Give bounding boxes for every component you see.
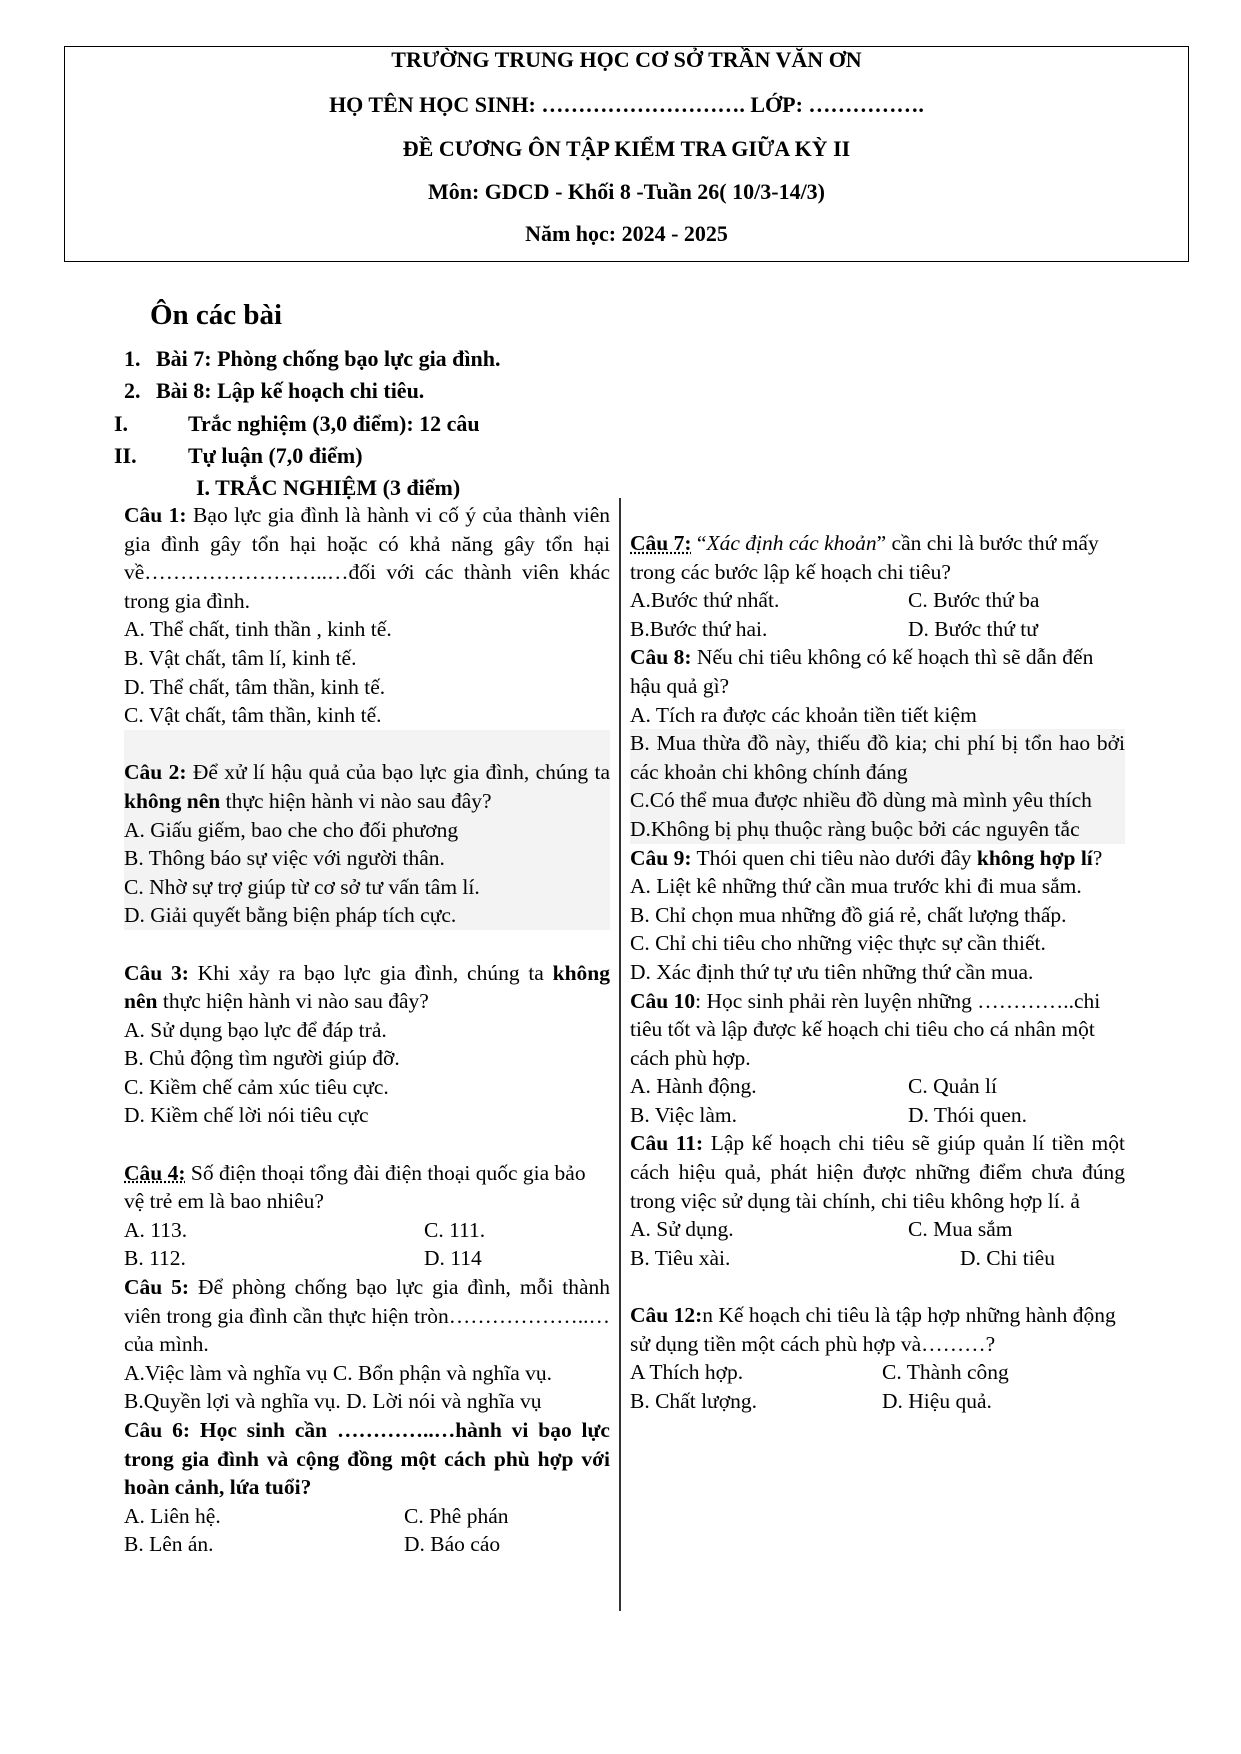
question-3	[124, 930, 610, 1130]
answer-option: A.Việc làm và nghĩa vụ C. Bổn phận và nghĩa vụ.	[124, 1360, 553, 1385]
question-label: Câu 12:	[630, 1303, 703, 1328]
subject-line: Môn: GDCD - Khối 8 -Tuần 26( 10/3-14/3)	[427, 179, 826, 204]
question-text: Câu 8: Nếu chi tiêu không có kế hoạch thì sẽ dẫn đến hậu quả gì?	[630, 645, 1094, 698]
answer-row	[124, 1530, 610, 1559]
answer-option: C. Chỉ chi tiêu cho những việc thực sự cần thiết.	[630, 931, 1046, 956]
school-year: Năm học: 2024 - 2025	[525, 221, 728, 246]
question-label: Câu 11:	[630, 1131, 704, 1156]
answer-option: A. Liên hệ.	[124, 1503, 221, 1528]
question-6	[124, 1416, 610, 1559]
answer-option: C. Nhờ sự trợ giúp từ cơ sở tư vấn tâm lí.	[124, 874, 480, 899]
answer-option: D. Bước thứ tư	[908, 616, 1038, 641]
question-text: Câu 7: “Xác định các khoản” cần chi là bước thứ mấy trong các bước lập kế hoạch chi tiêu?	[630, 531, 1099, 584]
answer-row	[124, 1244, 610, 1273]
answer-option: D. Giải quyết bằng biện pháp tích cực.	[124, 903, 457, 928]
question-text: Câu 10: Học sinh phải rèn luyện những …………..chi tiêu tốt và lập được kế hoạch chi tiêu cho cá nhân một cách phù hợp.	[630, 988, 1101, 1070]
answer-option: C. Phê phán	[404, 1503, 509, 1528]
question-label: Câu 4:	[124, 1160, 186, 1185]
answer-row	[630, 586, 1125, 615]
answer-option: A. 113.	[124, 1217, 188, 1242]
answer-option: C. Bước thứ ba	[908, 588, 1040, 613]
question-8	[630, 643, 1125, 843]
answer-row	[124, 1216, 610, 1245]
header-box	[64, 46, 1189, 262]
answer-row	[630, 1072, 1125, 1101]
answer-option: D. Báo cáo	[404, 1532, 501, 1557]
answer-option: B. Tiêu xài.	[630, 1245, 731, 1270]
answer-option: B.Bước thứ hai.	[630, 616, 768, 641]
question-11	[630, 1129, 1125, 1272]
left-column	[124, 501, 610, 1559]
answer-option: D. Xác định thứ tự ưu tiên những thứ cần mua.	[630, 959, 1034, 984]
section-title: I. TRẮC NGHIỆM (3 điểm)	[196, 475, 461, 500]
lesson-number: 2.	[124, 378, 141, 403]
answer-row	[630, 1387, 1125, 1416]
question-2	[124, 730, 610, 930]
answer-option: A. Sử dụng.	[630, 1217, 734, 1242]
answer-option: A. Liệt kê những thứ cần mua trước khi đi mua sắm.	[630, 874, 1082, 899]
answer-option: D. Thói quen.	[908, 1102, 1028, 1127]
part-number: II.	[114, 443, 137, 468]
answer-option: C. Mua sắm	[908, 1217, 1013, 1242]
question-9	[630, 844, 1125, 987]
answer-option: B. Lên án.	[124, 1532, 214, 1557]
question-label: Câu 2:	[124, 760, 187, 785]
question-text: Câu 5: Để phòng chống bạo lực gia đình, mỗi thành viên trong gia đình cần thực hiện tròn………………..…của mình.	[124, 1275, 610, 1357]
answer-option: C. Kiềm chế cảm xúc tiêu cực.	[124, 1074, 389, 1099]
answer-option: D. Chi tiêu	[960, 1245, 1055, 1270]
answer-option: D. Kiềm chế lời nói tiêu cực	[124, 1103, 369, 1128]
lesson-item	[124, 378, 425, 404]
lesson-text: Bài 8: Lập kế hoạch chi tiêu.	[156, 378, 425, 403]
part-text: Trắc nghiệm (3,0 điểm): 12 câu	[188, 411, 480, 436]
column-divider	[619, 498, 621, 1611]
answer-row	[630, 1358, 1125, 1387]
answer-option: A. Giấu giếm, bao che cho đối phương	[124, 817, 459, 842]
question-label: Câu 8:	[630, 645, 692, 670]
answer-option: A.Bước thứ nhất.	[630, 588, 780, 613]
answer-option: B. Chất lượng.	[630, 1388, 757, 1413]
answer-option: B. Chủ động tìm người giúp đỡ.	[124, 1046, 400, 1071]
answer-option: C.Có thể mua được nhiều đồ dùng mà mình yêu thích	[630, 788, 1092, 813]
answer-option: B. 112.	[124, 1246, 186, 1271]
question-text: Câu 1: Bạo lực gia đình là hành vi cố ý của thành viên gia đình gây tổn hại hoặc có khả năng gây tổn hại về……………………..…đối với các thành viên khác trong gia đình.	[124, 503, 611, 613]
lesson-text: Bài 7: Phòng chống bạo lực gia đình.	[156, 346, 501, 371]
answer-row	[124, 1502, 610, 1531]
question-text: Câu 11: Lập kế hoạch chi tiêu sẽ giúp quản lí tiền một cách hiệu quả, phát hiện được những điểm chưa đúng trong việc sử dụng tài chính, chi tiêu không hợp lí. ả	[630, 1131, 1125, 1213]
part-text: Tự luận (7,0 điểm)	[188, 443, 363, 468]
question-label: Câu 6:	[124, 1418, 190, 1442]
lesson-number: 1.	[124, 346, 141, 371]
answer-option: D.Không bị phụ thuộc ràng buộc bởi các nguyên tắc	[630, 816, 1080, 841]
review-title: Ôn các bài	[150, 299, 283, 331]
question-7	[630, 529, 1125, 643]
question-text: Câu 9: Thói quen chi tiêu nào dưới đây không hợp lí?	[630, 845, 1103, 870]
school-name: TRƯỜNG TRUNG HỌC CƠ SỞ TRẦN VĂN ƠN	[391, 47, 862, 72]
document-title: ĐỀ CƯƠNG ÔN TẬP KIỂM TRA GIỮA KỲ II	[402, 136, 851, 161]
question-label: Câu 1:	[124, 503, 187, 527]
answer-option: D. Thể chất, tâm thần, kinh tế.	[124, 674, 386, 699]
answer-row	[630, 1101, 1125, 1130]
answer-option: B. Thông báo sự việc với người thân.	[124, 846, 445, 871]
question-text: Câu 4: Số điện thoại tổng đài điện thoại quốc gia bảo vệ trẻ em là bao nhiêu?	[124, 1160, 586, 1214]
part-item	[114, 443, 363, 469]
lesson-item	[124, 346, 501, 372]
question-text: Câu 3: Khi xảy ra bạo lực gia đình, chúng ta không nên thực hiện hành vi nào sau đây?	[124, 960, 610, 1014]
question-5	[124, 1273, 610, 1416]
question-12	[630, 1272, 1125, 1415]
question-1	[124, 501, 610, 730]
answer-option: B. Mua thừa đồ này, thiếu đồ kia; chi phí bị tổn hao bởi các khoản chi không chính đáng	[630, 731, 1125, 784]
answer-option: A. Hành động.	[630, 1074, 757, 1099]
answer-row	[630, 615, 1125, 644]
question-label: Câu 5:	[124, 1275, 190, 1300]
answer-row	[630, 1215, 1125, 1244]
answer-option: C. 111.	[424, 1217, 486, 1242]
answer-option: A. Tích ra được các khoản tiền tiết kiệm	[630, 702, 977, 727]
answer-row	[630, 1244, 1125, 1273]
part-item	[114, 411, 480, 437]
answer-option: D. 114	[424, 1246, 482, 1271]
question-text: Câu 6: Học sinh cần …………..…hành vi bạo lực trong gia đình và cộng đồng một cách phù hợp với hoàn cảnh, lứa tuổi?	[124, 1418, 610, 1500]
answer-option: B. Vật chất, tâm lí, kinh tế.	[124, 645, 357, 670]
answer-option: C. Vật chất, tâm thần, kinh tế.	[124, 703, 382, 728]
answer-option: A Thích hợp.	[630, 1360, 744, 1385]
question-label: Câu 10	[630, 988, 696, 1013]
question-text: Câu 12:n Kế hoạch chi tiêu là tập hợp những hành động sử dụng tiền một cách phù hợp và………?	[630, 1303, 1116, 1356]
question-10	[630, 987, 1125, 1130]
question-label: Câu 7:	[630, 531, 692, 555]
part-number: I.	[114, 411, 129, 436]
answer-option: B. Chỉ chọn mua những đồ giá rẻ, chất lượng thấp.	[630, 902, 1067, 927]
answer-option: A. Thể chất, tinh thần , kinh tế.	[124, 617, 392, 642]
right-column	[630, 529, 1125, 1415]
answer-option: B. Việc làm.	[630, 1102, 737, 1127]
question-text: Câu 2: Để xử lí hậu quả của bạo lực gia đình, chúng ta không nên thực hiện hành vi nào sau đây?	[124, 760, 610, 813]
answer-option: D. Hiệu quả.	[882, 1388, 992, 1413]
answer-option: A. Sử dụng bạo lực để đáp trả.	[124, 1017, 387, 1042]
answer-option: B.Quyền lợi và nghĩa vụ. D. Lời nói và nghĩa vụ	[124, 1389, 542, 1414]
question-4	[124, 1130, 610, 1273]
answer-option: C. Quản lí	[908, 1074, 997, 1099]
question-label: Câu 9:	[630, 845, 692, 870]
answer-option: C. Thành công	[882, 1360, 1009, 1385]
student-info-line: HỌ TÊN HỌC SINH: ………………………. LỚP: …………….	[329, 92, 924, 117]
question-label: Câu 3:	[124, 960, 189, 985]
